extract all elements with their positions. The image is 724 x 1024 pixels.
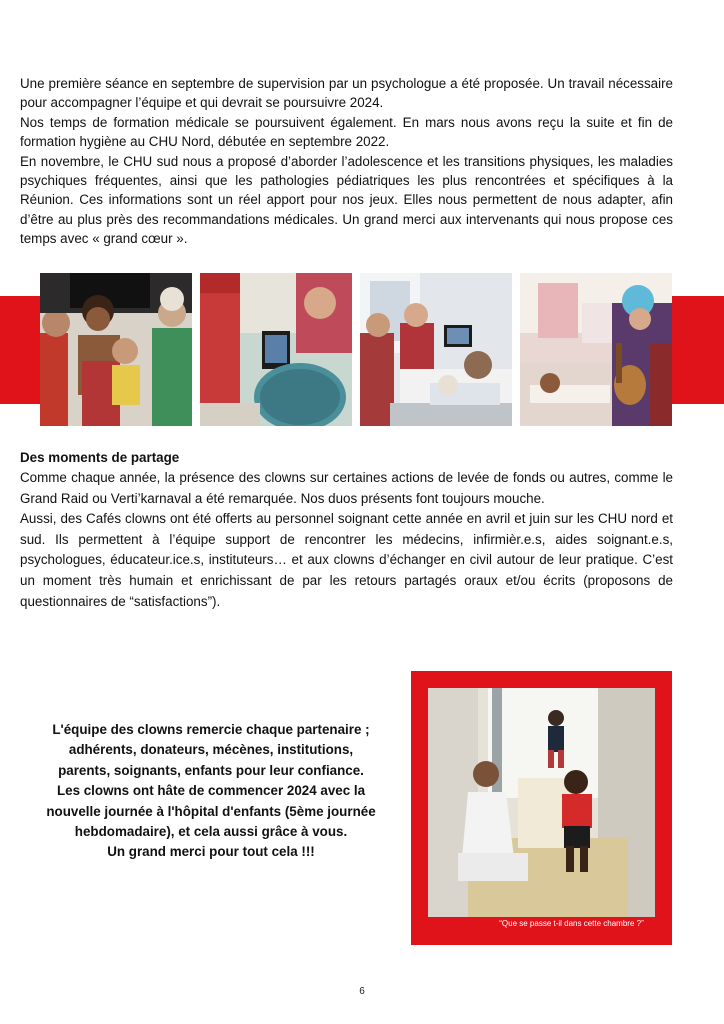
section-paragraph: Comme chaque année, la présence des clowns sur certaines actions de levée de fonds ou autres, comme le Grand Raid ou Verti’karnaval a été remarquée. Nos duos présents font toujours mouche. <box>20 470 673 506</box>
intro-paragraph: En novembre, le CHU sud nous a proposé d’aborder l’adolescence et les transitions physiques, les maladies psychiques fréquentes, ainsi que les pathologies pédiatriques les plus rencontrées et spécifiques à la Réunion. Ces informations sont un réel apport pour nos jeux. Elles nous permettent de nous adapter, afin d’être au plus près des recommandations médicales. Un grand merci aux intervenants qui nous propose ces temps avec « grand cœur ». <box>20 153 673 247</box>
photo-frame <box>411 671 672 945</box>
photo-ukulele-clown <box>520 273 672 426</box>
thanks-line: L'équipe des clowns remercie chaque partenaire ; <box>52 722 370 737</box>
photo-child-corridor <box>428 688 655 917</box>
intro-paragraph: Une première séance en septembre de supervision par un psychologue a été proposée. Un travail nécessaire pour accompagner l’équipe et qui devrait se poursuivre 2024. <box>20 76 673 111</box>
thanks-line: Les clowns ont hâte de commencer 2024 avec la <box>56 783 366 799</box>
thanks-message <box>26 720 396 863</box>
red-band-left <box>0 296 40 404</box>
sharing-section <box>20 448 673 612</box>
thanks-line: parents, soignants, enfants pour leur confiance. <box>58 762 364 778</box>
photo-tablet-hat <box>200 273 352 426</box>
photo-caption: “Que se passe t-il dans cette chambre ?” <box>499 919 644 928</box>
intro-paragraph: Nos temps de formation médicale se poursuivent également. En mars nous avons reçu la suite et fin de formation hygiène au CHU Nord, débutée en septembre 2022. <box>20 114 673 150</box>
thanks-line: hebdomadaire), et cela aussi grâce à vous. <box>74 824 348 840</box>
photo-strip <box>40 273 672 426</box>
section-heading: Des moments de partage <box>20 450 180 465</box>
section-paragraph: Aussi, des Cafés clowns ont été offerts au personnel soignant cette année en avril et juin sur les CHU nord et sud. Ils permettent à l’équipe support de rencontrer les médecins, infirmièr.e.s, aides soignant.e.s, psychologues, éducateur.ice.s, instituteurs… et aux clowns d’échanger en civil autour de leur pratique. C’est un moment très humain et enrichissant de par les retours partagés oraux et/ou écrits (proposons de questionnaires de “satisfactions”). <box>20 511 673 609</box>
thanks-line: adhérents, donateurs, mécènes, institutions, <box>68 742 354 758</box>
thanks-line: nouvelle journée à l'hôpital d'enfants (5ème journée <box>46 803 376 819</box>
photo-clowns-family <box>40 273 192 426</box>
page-number: 6 <box>359 986 365 997</box>
photo-hospital-bed <box>360 273 512 426</box>
intro-text <box>20 74 673 249</box>
thanks-line: Un grand merci pour tout cela !!! <box>107 844 315 860</box>
red-band-right <box>672 296 724 404</box>
